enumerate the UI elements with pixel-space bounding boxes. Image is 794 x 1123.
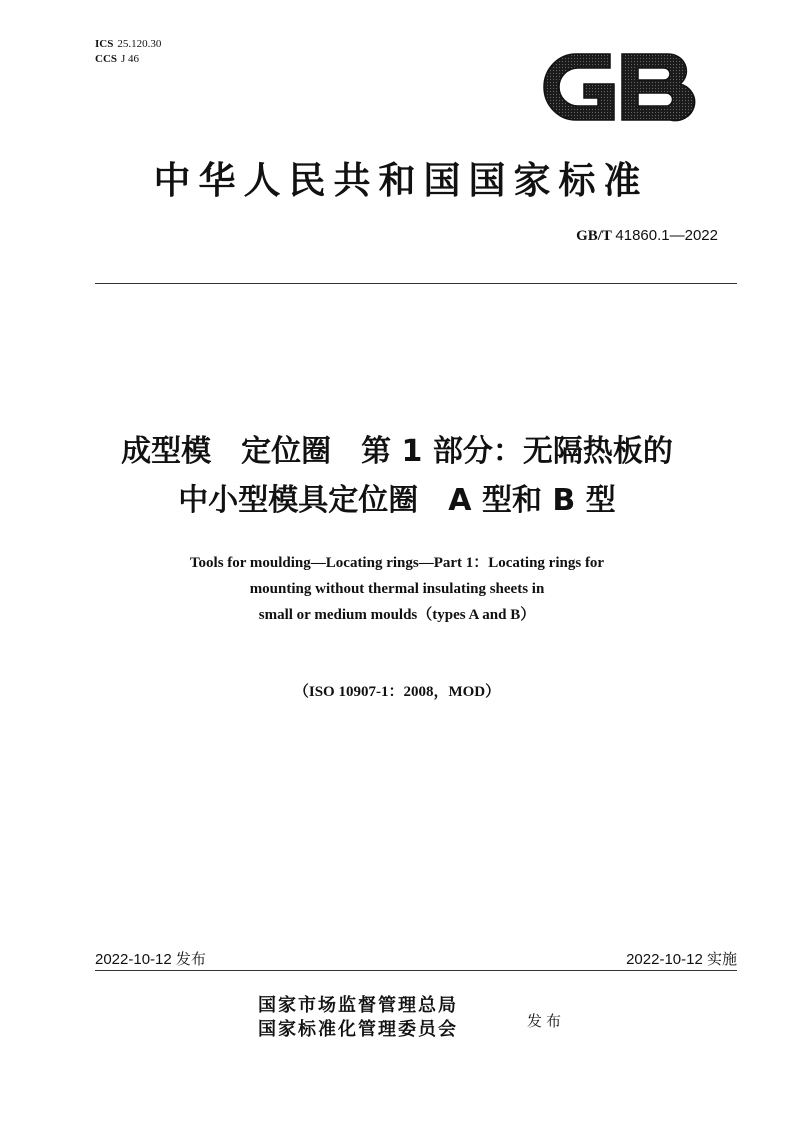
logo-letter-g [544, 54, 614, 120]
title-en-line1: Tools for moulding—Locating rings—Part 1：Locating rings for [189, 555, 605, 571]
iso-reference: （ISO 10907-1：2008，MOD） [293, 684, 501, 700]
title-cn-line1: 成型模 定位圈 第 1 部分：无隔热板的 [121, 434, 673, 469]
issuer-sac: 国家标准化管理委员会 [258, 1019, 458, 1040]
title-en-line2: mounting without thermal insulating sheets in [249, 581, 545, 597]
logo-letter-b [622, 54, 695, 121]
standard-number: GB/T 41860.1—2022 [576, 227, 718, 244]
title-cn-line2: 中小型模具定位圈 A 型和 B 型 [178, 483, 616, 518]
national-standard-title: 中华人民共和国国家标准 [153, 159, 649, 202]
issue-date: 2022-10-12 发布 [95, 950, 206, 968]
issuer-samr: 国家市场监督管理总局 [258, 995, 458, 1016]
footer-divider [95, 970, 737, 971]
gb-logo [540, 48, 696, 126]
ccs-code: CCS J 46 [95, 53, 140, 65]
title-en [0, 550, 794, 628]
implementation-date: 2022-10-12 实施 [626, 950, 737, 968]
classification-codes [95, 37, 161, 67]
header-divider [95, 283, 737, 284]
title-en-line3: small or medium moulds（types A and B） [258, 607, 536, 623]
ics-code: ICS 25.120.30 [95, 38, 162, 50]
issuing-authorities [258, 994, 458, 1042]
publish-label: 发布 [527, 1012, 566, 1030]
